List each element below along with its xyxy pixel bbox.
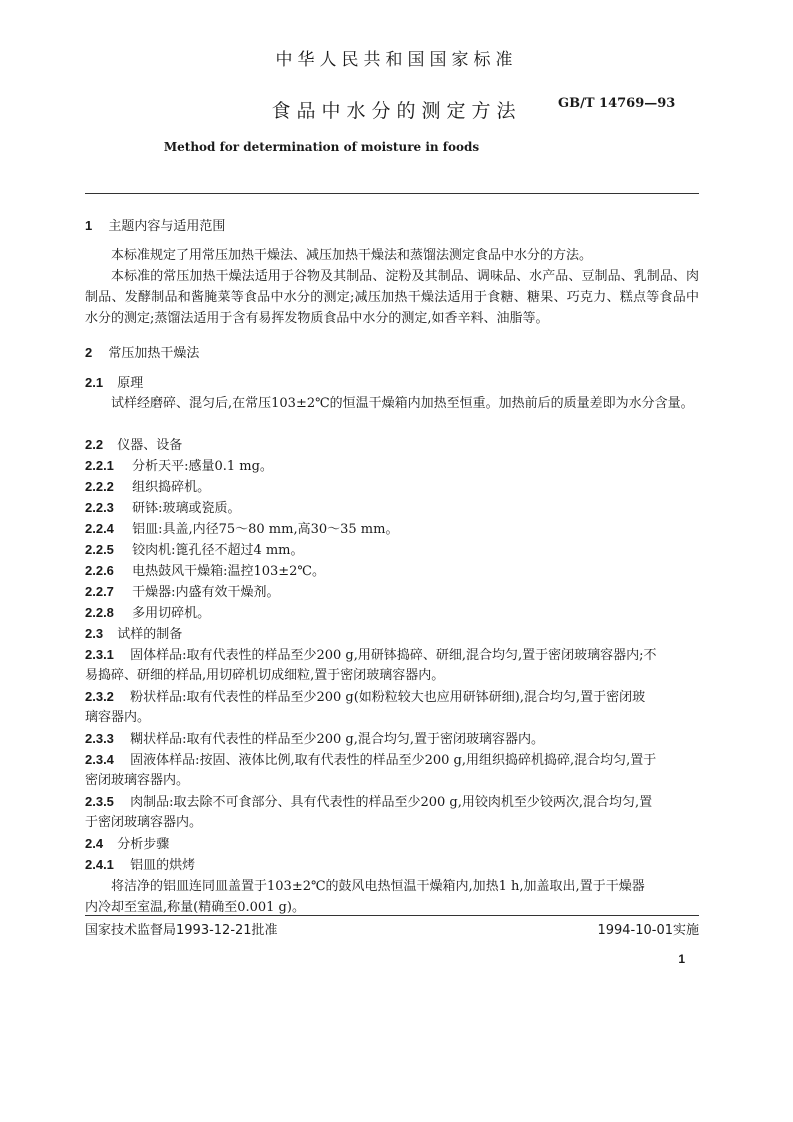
item-text: 多用切碎机。 bbox=[132, 606, 211, 621]
list-item bbox=[85, 561, 325, 582]
approval-line: 国家技术监督局1993-12-21批准 bbox=[85, 923, 278, 938]
section-title: 常压加热干燥法 bbox=[108, 346, 200, 361]
implementation-line: 1994-10-01实施 bbox=[597, 923, 699, 938]
item-number: 2.2.7 bbox=[85, 584, 114, 599]
list-item bbox=[85, 603, 210, 624]
section-number: 1 bbox=[85, 218, 93, 233]
item-text: 电热鼓风干燥箱:温控103±2℃。 bbox=[132, 564, 325, 579]
item-number: 2.3.4 bbox=[85, 752, 114, 767]
footer-divider bbox=[85, 915, 699, 916]
section-number: 2 bbox=[85, 345, 93, 360]
list-item bbox=[85, 687, 645, 708]
list-item bbox=[85, 456, 273, 477]
paragraph: 试样经磨碎、混匀后,在常压103±2℃的恒温干燥箱内加热至恒重。加热前后的质量差即为水分含量。 bbox=[111, 396, 694, 411]
section-1-heading bbox=[85, 216, 225, 237]
item-text: 分析天平:感量0.1 mg。 bbox=[132, 459, 273, 474]
item-text: 肉制品:取去除不可食部分、具有代表性的样品至少200 g,用铰肉机至少铰两次,混合均匀,置 bbox=[130, 795, 653, 810]
list-item bbox=[85, 645, 657, 666]
item-text: 粉状样品:取有代表性的样品至少200 g(如粉粒较大也应用研钵研细),混合均匀,置于密闭玻 bbox=[130, 690, 646, 705]
section-2-heading bbox=[85, 343, 199, 364]
subsection-number: 2.2 bbox=[85, 437, 104, 452]
item-continuation: 密闭玻璃容器内。 bbox=[85, 773, 190, 788]
subsection-heading bbox=[85, 435, 182, 456]
item-number: 2.2.1 bbox=[85, 458, 114, 473]
list-item bbox=[85, 498, 240, 519]
item-text: 铝皿:具盖,内径75～80 mm,高30～35 mm。 bbox=[132, 522, 399, 537]
list-item bbox=[85, 582, 279, 603]
list-item bbox=[85, 519, 398, 540]
subsection-title: 仪器、设备 bbox=[117, 438, 183, 453]
item-number: 2.3.1 bbox=[85, 647, 114, 662]
paragraph: 内冷却至室温,称量(精确至0.001 g)。 bbox=[85, 900, 305, 915]
subsection-title: 原理 bbox=[117, 376, 144, 391]
subsection-number: 2.4 bbox=[85, 836, 104, 851]
item-number: 2.2.2 bbox=[85, 479, 114, 494]
subsection-number: 2.1 bbox=[85, 375, 104, 390]
paragraph: 本标准规定了用常压加热干燥法、减压加热干燥法和蒸馏法测定食品中水分的方法。 bbox=[111, 248, 593, 263]
item-text: 铝皿的烘烤 bbox=[130, 858, 196, 873]
list-item bbox=[85, 750, 656, 771]
item-number: 2.3.5 bbox=[85, 794, 114, 809]
standard-number: GB/T 14769—93 bbox=[558, 96, 676, 111]
item-number: 2.2.8 bbox=[85, 605, 114, 620]
subsection-heading bbox=[85, 373, 143, 394]
list-item bbox=[85, 540, 304, 561]
item-text: 固液体样品:按固、液体比例,取有代表性的样品至少200 g,用组织捣碎机捣碎,混合均匀,置于 bbox=[130, 753, 657, 768]
item-number: 2.3.2 bbox=[85, 689, 114, 704]
list-item bbox=[85, 477, 210, 498]
subsection-title: 试样的制备 bbox=[117, 627, 183, 642]
item-text: 糊状样品:取有代表性的样品至少200 g,混合均匀,置于密闭玻璃容器内。 bbox=[130, 732, 544, 747]
section-title: 主题内容与适用范围 bbox=[108, 219, 226, 234]
page-number: 1 bbox=[678, 952, 685, 966]
subsubsection-heading bbox=[85, 855, 195, 876]
item-number: 2.3.3 bbox=[85, 731, 114, 746]
paragraph: 本标准的常压加热干燥法适用于谷物及其制品、淀粉及其制品、调味品、水产品、豆制品、乳制品、肉制品、发酵制品和酱腌菜等食品中水分的测定;减压加热干燥法适用于食糖、糖果、巧克力、糕点等食品中水分的测定;蒸馏法适用于含有易挥发物质食品中水分的测定,如香辛料、油脂等。 bbox=[85, 269, 699, 326]
english-title: Method for determination of moisture in foods bbox=[163, 140, 480, 154]
item-text: 干燥器:内盛有效干燥剂。 bbox=[132, 585, 280, 600]
item-text: 研钵:玻璃或瓷质。 bbox=[132, 501, 241, 516]
doc-title: 食品中水分的测定方法 bbox=[271, 100, 522, 122]
item-number: 2.2.6 bbox=[85, 563, 114, 578]
item-number: 2.2.3 bbox=[85, 500, 114, 515]
org-title: 中华人民共和国国家标准 bbox=[275, 50, 518, 70]
header-divider bbox=[85, 193, 699, 194]
subsection-number: 2.3 bbox=[85, 626, 104, 641]
item-number: 2.2.5 bbox=[85, 542, 114, 557]
paragraph: 将洁净的铝皿连同皿盖置于103±2℃的鼓风电热恒温干燥箱内,加热1 h,加盖取出,置于干燥器 bbox=[111, 879, 645, 894]
item-text: 组织捣碎机。 bbox=[132, 480, 211, 495]
item-text: 铰肉机:篦孔径不超过4 mm。 bbox=[132, 543, 304, 558]
subsection-heading bbox=[85, 624, 182, 645]
item-number: 2.2.4 bbox=[85, 521, 114, 536]
subsection-title: 分析步骤 bbox=[117, 837, 170, 852]
item-continuation: 于密闭玻璃容器内。 bbox=[85, 815, 203, 830]
item-continuation: 璃容器内。 bbox=[85, 710, 151, 725]
list-item bbox=[85, 729, 544, 750]
list-item bbox=[85, 792, 652, 813]
subsection-heading bbox=[85, 834, 169, 855]
item-continuation: 易捣碎、研细的样品,用切碎机切成细粒,置于密闭玻璃容器内。 bbox=[85, 668, 445, 683]
item-text: 固体样品:取有代表性的样品至少200 g,用研钵捣碎、研细,混合均匀,置于密闭玻璃容器内;不 bbox=[130, 648, 657, 663]
item-number: 2.4.1 bbox=[85, 857, 114, 872]
